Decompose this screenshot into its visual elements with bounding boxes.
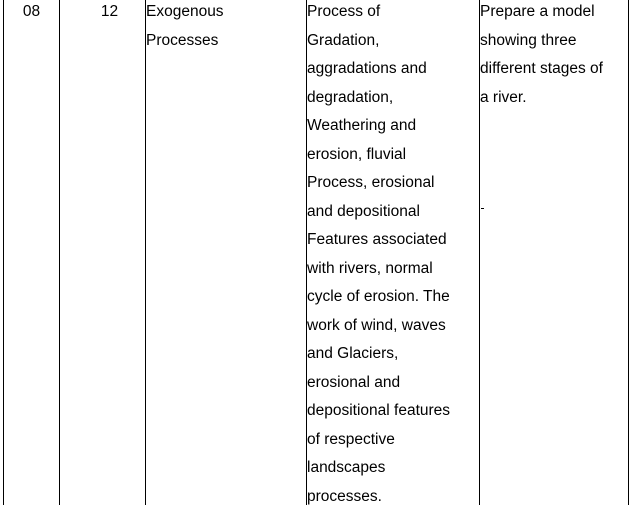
content-line: Gradation, bbox=[307, 27, 450, 56]
unit-name-line: Processes bbox=[146, 27, 224, 56]
column-divider bbox=[59, 0, 60, 505]
content-line: with rivers, normal bbox=[307, 255, 450, 284]
table-left-border bbox=[3, 0, 4, 505]
content-line: depositional features bbox=[307, 397, 450, 426]
content-line: cycle of erosion. The bbox=[307, 283, 450, 312]
content-line: Process, erosional bbox=[307, 169, 450, 198]
unit-name-line: Exogenous bbox=[146, 0, 224, 27]
content-line: and depositional bbox=[307, 198, 450, 227]
activity-line: Prepare a model bbox=[480, 0, 603, 27]
content-line: erosion, fluvial bbox=[307, 141, 450, 170]
content-line: landscapes bbox=[307, 454, 450, 483]
content-line: Process of bbox=[307, 0, 450, 27]
content-line: Weathering and bbox=[307, 112, 450, 141]
unit-name-cell bbox=[146, 0, 224, 55]
dash-mark bbox=[481, 208, 484, 209]
content-cell bbox=[307, 0, 450, 511]
content-line: of respective bbox=[307, 426, 450, 455]
content-line: work of wind, waves bbox=[307, 312, 450, 341]
unit-number-cell: 08 bbox=[4, 0, 59, 27]
activity-cell bbox=[480, 0, 603, 112]
activity-line: different stages of bbox=[480, 55, 603, 84]
content-line: aggradations and bbox=[307, 55, 450, 84]
column-divider bbox=[145, 0, 146, 505]
content-line: Features associated bbox=[307, 226, 450, 255]
table-right-border bbox=[628, 0, 629, 505]
activity-line: showing three bbox=[480, 27, 603, 56]
content-line: degradation, bbox=[307, 84, 450, 113]
activity-line: a river. bbox=[480, 84, 603, 113]
periods-cell: 12 bbox=[82, 0, 137, 27]
content-line: processes. bbox=[307, 483, 450, 511]
content-line: and Glaciers, bbox=[307, 340, 450, 369]
content-line: erosional and bbox=[307, 369, 450, 398]
